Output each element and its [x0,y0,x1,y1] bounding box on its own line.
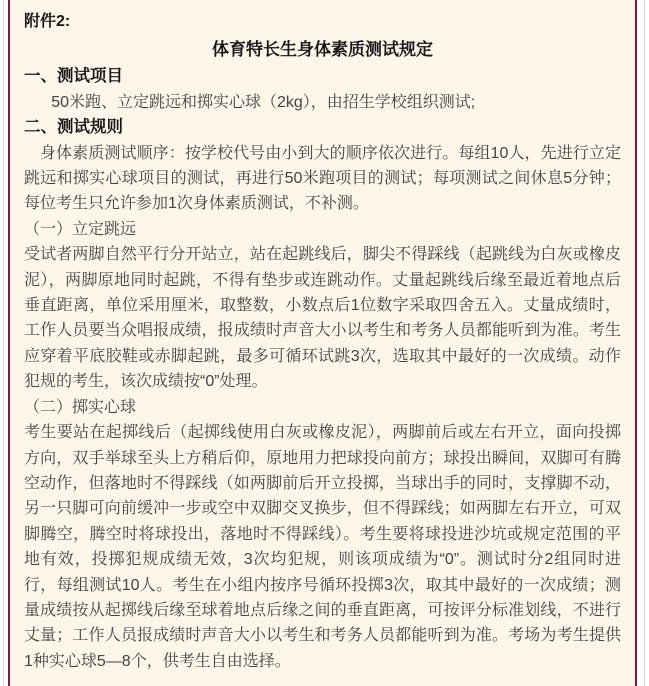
section-1-paragraph: 50米跑、立定跳远和掷实心球（2kg），由招生学校组织测试; [51,93,476,111]
section-2-intro-paragraph: 身体素质测试顺序：按学校代号由小到大的顺序依次进行。每组10人，先进行立定跳远和掷实心球项目的测试，再进行50米跑项目的测试；每项测试之间休息5分钟；每位考生只允许参加1次身体素质测试，不补测。 [24,144,621,213]
right-edge-divider [644,0,645,686]
attachment-label: 附件2: [24,13,71,30]
document-container [8,0,637,686]
section-2-heading: 二、测试规则 [24,118,123,137]
subsection-2-heading: （二）掷实心球 [24,398,137,416]
section-1-heading: 一、测试项目 [24,67,123,86]
subsection-1-paragraph: 受试者两脚自然平行分开站立，站在起跳线后，脚尖不得踩线（起跳线为白灰或橡皮泥），两脚原地同时起跳，不得有垫步或连跳动作。丈量起跳线后缘至最近着地点后垂直距离，单位采用厘米，取整数，小数点后1位数字采取四舍五入。丈量成绩时，工作人员要当众唱报成绩，报成绩时声音大小以考生和考务人员都能听到为准。考生应穿着平底胶鞋或赤脚起跳，最多可循环试跳3次，选取其中最好的一次成绩。动作犯规的考生，该次成绩按“0”处理。 [24,246,621,391]
subsection-1-heading: （一）立定跳远 [24,220,137,238]
document-title: 体育特长生身体素质测试规定 [212,40,433,60]
subsection-2-paragraph: 考生要站在起掷线后（起掷线使用白灰或橡皮泥），两脚前后或左右开立，面向投掷方向，双手举球至头上方稍后仰，原地用力把球投向前方；球投出瞬间，双脚可有腾空动作，但落地时不得踩线（如两脚前后开立投掷，当球出手的同时，支撑脚不动，另一只脚可向前缓冲一步或空中双脚交叉换步，但不得踩线；如两脚左右开立，可双脚腾空，腾空时将球投出，落地时不得踩线）。考生要将球投进沙坑或规定范围的平地有效，投掷犯规成绩无效，3次均犯规，则该项成绩为“0”。测试时分2组同时进行，每组测试10人。考生在小组内按序号循环投掷3次，取其中最好的一次成绩；测量成绩按从起掷线后缘至球着地点后缘之间的垂直距离，可按评分标准划线，不进行丈量；工作人员报成绩时声音大小以考生和考务人员都能听到为准。考场为考生提供1种实心球5—8个，供考生自由选择。 [24,424,621,670]
left-edge-divider [3,0,4,686]
